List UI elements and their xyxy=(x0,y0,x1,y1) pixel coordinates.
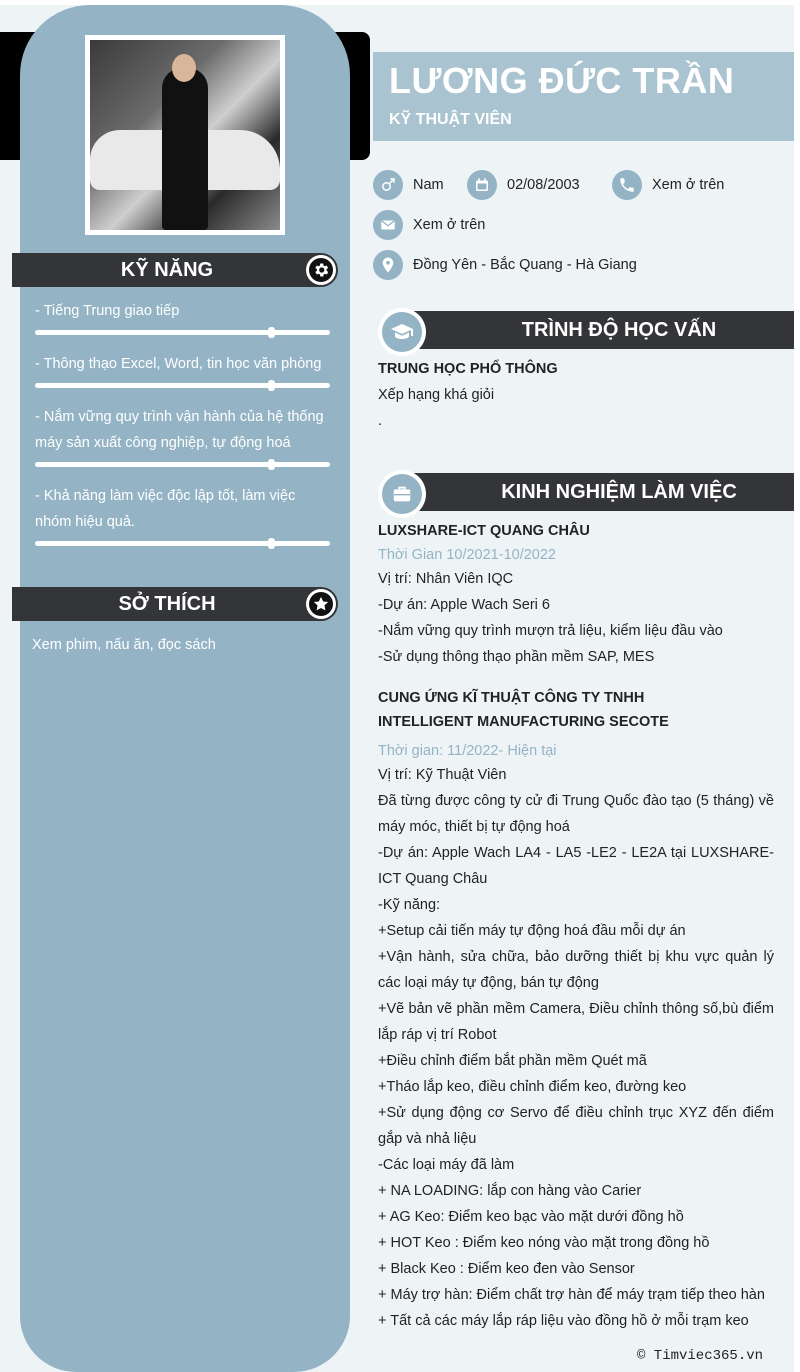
skill-knob-1 xyxy=(268,327,275,338)
header-name-box xyxy=(373,52,794,141)
skill-item-3: - Nắm vững quy trình vận hành của hệ thống máy sản xuất công nghiệp, tự động hoá xyxy=(35,409,324,451)
job-2-line: -Dự án: Apple Wach LA4 - LA5 -LE2 - LE2A tại LUXSHARE-ICT Quang Châu xyxy=(378,845,774,887)
phone-icon xyxy=(612,170,642,200)
photo-person-shape xyxy=(162,68,208,230)
job-2-line: -Các loại máy đã làm xyxy=(378,1157,515,1173)
experience-heading-label: KINH NGHIỆM LÀM VIỆC xyxy=(408,473,794,511)
skill-bar-2 xyxy=(35,383,330,388)
job-2-line: +Điều chỉnh điểm bắt phần mềm Quét mã xyxy=(378,1053,647,1069)
candidate-title: KỸ THUẬT VIÊN xyxy=(389,111,512,128)
skills-heading-label: KỸ NĂNG xyxy=(120,259,214,281)
gear-icon xyxy=(306,255,336,285)
skills-heading xyxy=(12,253,338,287)
briefcase-icon xyxy=(378,470,426,518)
job-2-line: + AG Keo: Điểm keo bạc vào mặt dưới đồng hồ xyxy=(378,1209,684,1225)
photo-head-shape xyxy=(172,54,196,82)
job-2-period: Thời gian: 11/2022- Hiện tại xyxy=(378,743,557,759)
job-1-line: Vị trí: Nhân Viên IQC xyxy=(378,571,514,587)
birthday-value: 02/08/2003 xyxy=(507,177,580,193)
job-2-line: + NA LOADING: lắp con hàng vào Carier xyxy=(378,1183,642,1199)
education-heading-label: TRÌNH ĐỘ HỌC VẤN xyxy=(408,311,794,349)
job-2-company: CUNG ỨNG KĨ THUẬT CÔNG TY TNHH INTELLIGENT MANUFACTURING SECOTE xyxy=(378,690,669,730)
skill-item-1: - Tiếng Trung giao tiếp xyxy=(35,303,180,319)
skill-bar-1 xyxy=(35,330,330,335)
job-2-line: + HOT Keo : Điểm keo nóng vào mặt trong đồng hồ xyxy=(378,1235,710,1251)
education-section xyxy=(378,356,774,434)
skill-item-2: - Thông thạo Excel, Word, tin học văn phòng xyxy=(35,356,322,372)
graduation-cap-icon xyxy=(378,308,426,356)
experience-heading xyxy=(378,473,794,511)
star-icon xyxy=(306,589,336,619)
address-value: Đồng Yên - Bắc Quang - Hà Giang xyxy=(413,257,637,273)
profile-photo xyxy=(90,40,280,230)
email-icon xyxy=(373,210,403,240)
job-2-line: +Tháo lắp keo, điều chỉnh điểm keo, đường keo xyxy=(378,1079,687,1095)
job-2-line: Đã từng được công ty cử đi Trung Quốc đào tạo (5 tháng) về máy móc, thiết bị tự động hoá xyxy=(378,793,774,835)
job-1-line: -Nắm vững quy trình mượn trả liệu, kiểm liệu đầu vào xyxy=(378,623,723,639)
email-value: Xem ở trên xyxy=(413,217,486,233)
skill-knob-3 xyxy=(268,459,275,470)
job-1-company: LUXSHARE-ICT QUANG CHÂU xyxy=(378,523,590,539)
education-heading xyxy=(378,311,794,349)
job-2-line: +Sử dụng động cơ Servo để điều chỉnh trục XYZ đến điểm gắp và nhả liệu xyxy=(378,1105,774,1147)
gender-value: Nam xyxy=(413,177,444,193)
gender-icon xyxy=(373,170,403,200)
calendar-icon xyxy=(467,170,497,200)
job-2-line: -Kỹ năng: xyxy=(378,897,441,913)
hobbies-heading-label: SỞ THÍCH xyxy=(118,593,216,615)
job-1-line: -Dự án: Apple Wach Seri 6 xyxy=(378,597,550,613)
job-2-line: + Máy trợ hàn: Điểm chất trợ hàn để máy trạm tiếp theo hàn xyxy=(378,1287,765,1303)
skill-item-4: - Khả năng làm việc độc lập tốt, làm việc nhóm hiệu quả. xyxy=(35,488,296,530)
skill-bar-4 xyxy=(35,541,330,546)
job-2-line: +Setup cải tiến máy tự động hoá đầu mỗi dự án xyxy=(378,923,686,939)
phone-value: Xem ở trên xyxy=(652,177,725,193)
education-note: . xyxy=(378,413,383,429)
avatar xyxy=(85,35,285,235)
footer-copyright: © Timviec365.vn xyxy=(637,1348,764,1364)
skill-knob-2 xyxy=(268,380,275,391)
job-2-line: Vị trí: Kỹ Thuật Viên xyxy=(378,767,507,783)
location-icon xyxy=(373,250,403,280)
job-2-line: +Vẽ bản vẽ phần mềm Camera, Điều chỉnh thông số,bù điểm lắp ráp vị trí Robot xyxy=(378,1001,774,1043)
education-detail: Xếp hạng khá giỏi xyxy=(378,387,495,403)
job-1 xyxy=(378,518,774,670)
job-2-line: + Black Keo : Điểm keo đen vào Sensor xyxy=(378,1261,635,1277)
skill-knob-4 xyxy=(268,538,275,549)
candidate-name: LƯƠNG ĐỨC TRẦN xyxy=(389,60,735,101)
job-2-line: + Tất cả các máy lắp ráp liệu vào đồng hồ ở mỗi trạm keo xyxy=(378,1313,749,1329)
job-1-line: -Sử dụng thông thạo phần mềm SAP, MES xyxy=(378,649,655,665)
education-school: TRUNG HỌC PHỔ THÔNG xyxy=(378,361,558,377)
job-2 xyxy=(378,686,774,1334)
hobbies-text: Xem phim, nấu ăn, đọc sách xyxy=(32,637,216,653)
skill-bar-3 xyxy=(35,462,330,467)
job-1-period: Thời Gian 10/2021-10/2022 xyxy=(378,547,556,563)
job-2-line: +Vận hành, sửa chữa, bảo dưỡng thiết bị khu vực quản lý các loại máy tự động, bán tự động xyxy=(378,949,774,991)
hobbies-heading xyxy=(12,587,338,621)
